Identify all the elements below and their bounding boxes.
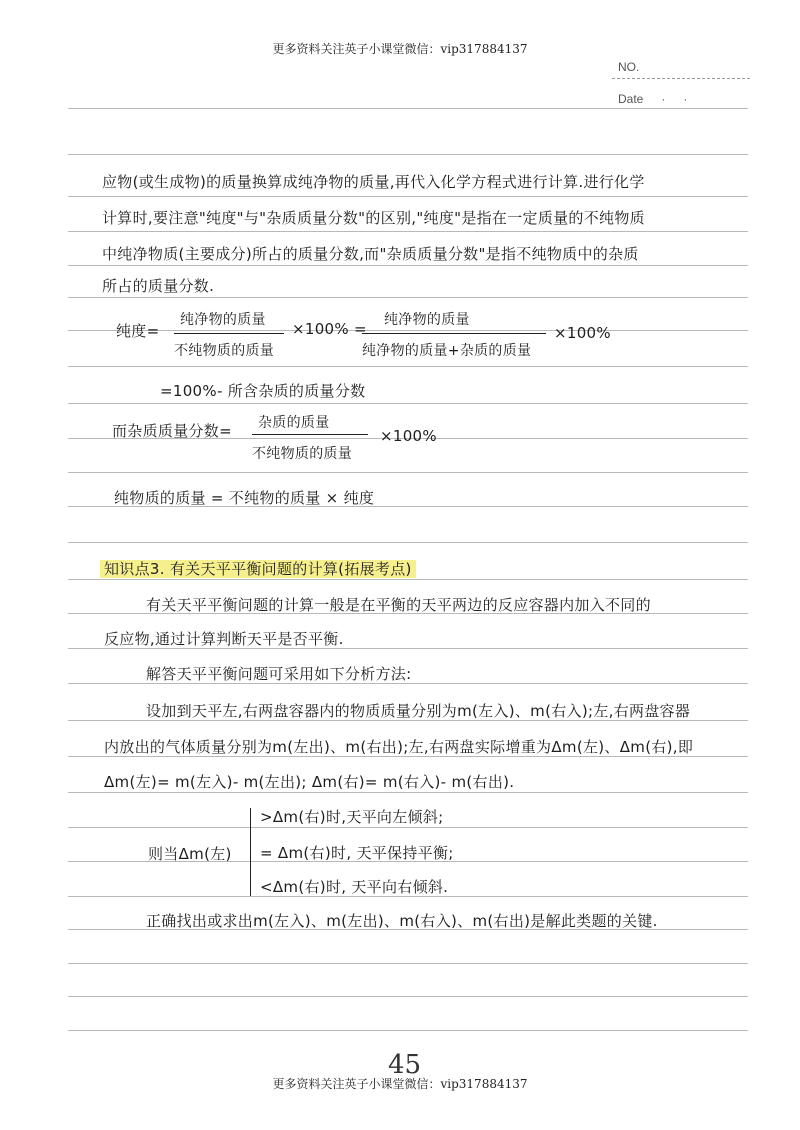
ruled-line [68,827,748,828]
formula-lhs: 纯度= [116,322,160,340]
ruled-line [68,403,748,404]
paragraph-line: Δm(左)= m(左入)- m(左出); Δm(右)= m(右入)- m(右出). [104,773,515,791]
ruled-line [68,579,748,580]
ruled-line [68,542,748,543]
ruled-line [68,231,748,232]
section-title [100,558,416,579]
case-item: = Δm(右)时, 天平保持平衡; [260,844,454,862]
ruled-line [68,154,748,155]
case-item: >Δm(右)时,天平向左倾斜; [260,808,444,826]
no-dashed-line [612,78,750,79]
paragraph-line: 反应物,通过计算判断天平是否平衡. [104,630,344,648]
page-number: 45 [388,1050,422,1080]
paragraph-line: 所占的质量分数. [102,277,215,295]
fraction-numerator: 杂质的质量 [258,415,330,431]
paragraph-line: 设加到天平左,右两盘容器内的物质质量分别为m(左入)、m(右入);左,右两盘容器 [146,702,691,720]
case-lhs: 则当Δm(左) [148,845,232,863]
footer-watermark: 更多资料关注英子小课堂微信：vip317884137 [272,1077,528,1091]
ruled-line [68,996,748,997]
paragraph-line: 中纯净物质(主要成分)所占的质量分数,而"杂质质量分数"是指不纯物质中的杂质 [102,245,639,263]
ruled-line [68,196,748,197]
fraction-bar [252,434,368,435]
ruled-line [68,1030,748,1031]
multiplier: ×100% = [292,320,367,338]
ruled-line [68,297,748,298]
paragraph-line: 解答天平平衡问题可采用如下分析方法: [146,665,412,683]
paragraph-line: 内放出的气体质量分别为m(左出)、m(右出);左,右两盘实际增重为Δm(左)、Δm(右),即 [104,738,694,756]
case-item: <Δm(右)时, 天平向右倾斜. [260,878,449,896]
case-brace [250,808,259,896]
header-watermark: 更多资料关注英子小课堂微信：vip317884137 [272,42,528,56]
fraction-bar [174,333,284,334]
conclusion-line: 正确找出或求出m(左入)、m(左出)、m(右入)、m(右出)是解此类题的关键. [146,912,658,930]
formula-continuation: =100%- 所含杂质的质量分数 [160,382,366,400]
ruled-line [68,108,748,109]
paragraph-line: 应物(或生成物)的质量换算成纯净物的质量,再代入化学方程式进行计算.进行化学 [102,173,645,191]
paragraph-line: 有关天平平衡问题的计算一般是在平衡的天平两边的反应容器内加入不同的 [146,596,651,614]
fraction-bar [362,333,546,334]
formula-lhs: 而杂质质量分数= [112,422,232,440]
fraction-denominator: 不纯物质的质量 [252,446,353,462]
ruled-line [68,265,748,266]
fraction-numerator: 纯净物的质量 [384,312,470,328]
no-label: NO. [618,60,640,74]
paragraph-line: 计算时,要注意"纯度"与"杂质质量分数"的区别,"纯度"是指在一定质量的不纯物质 [102,209,645,227]
date-label: Date · · [618,92,688,106]
ruled-line [68,472,748,473]
multiplier: ×100% [380,427,437,445]
section-title-text: 知识点3. 有关天平平衡问题的计算(拓展考点) [100,560,416,578]
ruled-line [68,330,748,331]
multiplier: ×100% [554,324,611,342]
ruled-line [68,366,748,367]
fraction-denominator: 纯净物的质量+杂质的质量 [362,343,532,359]
ruled-line [68,963,748,964]
fraction-numerator: 纯净物的质量 [180,312,266,328]
fraction-denominator: 不纯物质的质量 [174,343,275,359]
ruled-line [68,792,748,793]
formula-pure-mass: 纯物质的质量 = 不纯物的质量 × 纯度 [114,489,375,507]
